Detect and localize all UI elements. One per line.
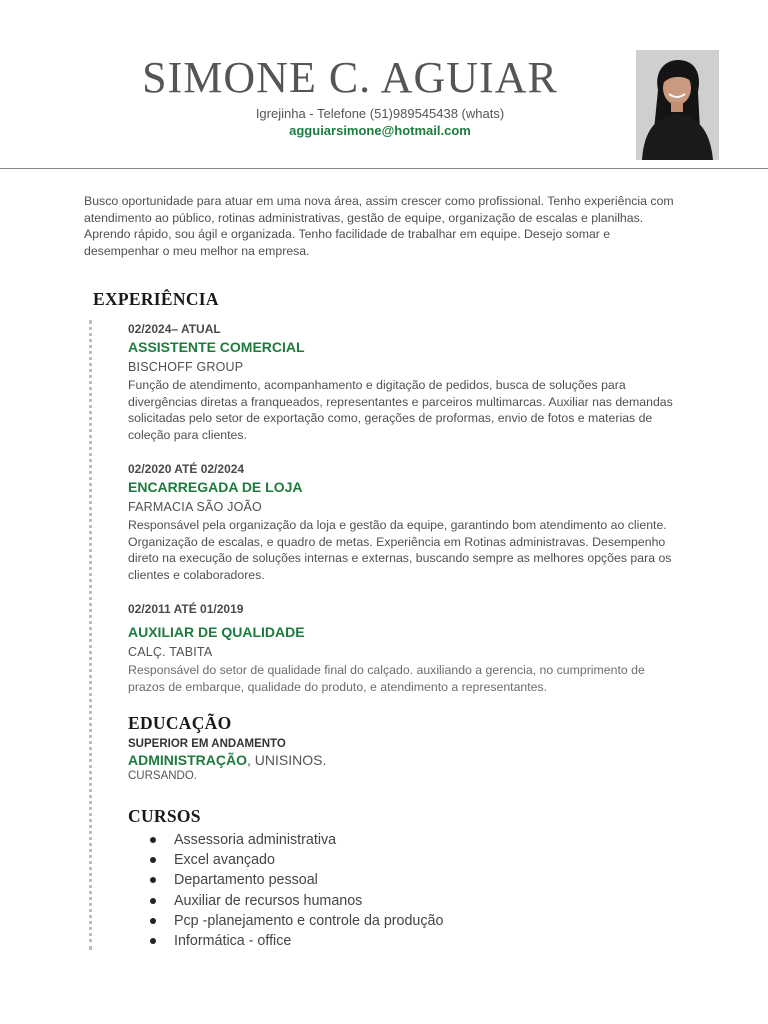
bullet-icon	[150, 857, 156, 863]
job-title: ASSISTENTE COMERCIAL	[128, 339, 305, 355]
professional-summary: Busco oportunidade para atuar em uma nova área, assim crescer como profissional. Tenho experiência com atendimento ao público, rotinas administrativas, gestão de equipe, organização de escalas e planilhas. Aprendo rápido, sou ágil e organizada. Tenho facilidade de trabalhar em equipe. Desejo somar e desempenhar o meu melhor na empresa.	[84, 194, 674, 258]
courses-list	[150, 830, 443, 951]
list-item	[150, 850, 443, 870]
job-company: BISCHOFF GROUP	[128, 360, 244, 374]
course-label: Excel avançado	[174, 852, 275, 869]
education-course-line	[128, 752, 678, 768]
bullet-icon	[150, 898, 156, 904]
header-divider	[0, 168, 768, 169]
job-date: 02/2011 ATÉ 01/2019	[128, 602, 244, 616]
bullet-icon	[150, 938, 156, 944]
course-label: Assessoria administrativa	[174, 832, 337, 848]
list-item	[150, 830, 443, 850]
list-item	[150, 870, 443, 890]
job-title: ENCARREGADA DE LOJA	[128, 479, 303, 495]
job-date: 02/2020 ATÉ 02/2024	[128, 462, 245, 476]
job-date: 02/2024– ATUAL	[128, 322, 221, 336]
contact-line: Igrejinha - Telefone (51)989545438 (whats)	[255, 106, 505, 121]
list-item	[150, 911, 443, 931]
list-item	[150, 931, 443, 951]
job-title: AUXILIAR DE QUALIDADE	[128, 624, 305, 640]
course-label: Pcp -planejamento e controle da produção	[174, 912, 444, 929]
bullet-icon	[150, 837, 156, 843]
course-label: Departamento pessoal	[174, 872, 318, 889]
job-company: FARMACIA SÃO JOÃO	[128, 500, 262, 514]
job-entry	[128, 322, 678, 443]
profile-photo	[636, 50, 719, 160]
job-entry	[128, 462, 678, 583]
job-entry	[128, 602, 678, 695]
bullet-icon	[150, 877, 156, 883]
education-level: SUPERIOR EM ANDAMENTO	[128, 738, 286, 750]
course-label: Informática - office	[174, 933, 292, 950]
education-status: CURSANDO.	[128, 770, 198, 782]
courses-heading: CURSOS	[128, 806, 201, 826]
education-course: ADMINISTRAÇÃO	[128, 752, 247, 768]
job-description: Responsável pela organização da loja e gestão da equipe, garantindo bom atendimento ao cliente. Organização de escalas, e quadro de metas. Experiência em Rotinas administravas. Desempenho direto na execução de soluções internas e externas, buscando sempre as melhores opções para os clientes e colaboradores.	[128, 518, 672, 582]
experience-heading: EXPERIÊNCIA	[93, 289, 219, 309]
profile-photo-portrait	[636, 50, 719, 160]
bullet-icon	[150, 918, 156, 924]
job-company: CALÇ. TABITA	[128, 645, 213, 659]
email-link[interactable]: agguiarsimone@hotmail.com	[289, 123, 471, 138]
job-description: Função de atendimento, acompanhamento e digitação de pedidos, busca de soluções para divergências diretas a franqueados, representantes e parceiros multimarcas. Auxiliar nas demandas solicitadas pelo setor de exportação como, gerações de proformas, envio de fotos e materias de coleção para clientes.	[128, 378, 673, 442]
candidate-name: SIMONE C. AGUIAR	[142, 53, 558, 102]
job-description: Responsável do setor de qualidade final do calçado. auxiliando a gerencia, no cumprimento de prazos de embarque, qualidade do produto, e atendimento a representantes.	[128, 663, 645, 694]
education-entry	[128, 738, 678, 782]
timeline-dotted-line	[89, 320, 92, 950]
course-label: Auxiliar de recursos humanos	[174, 892, 363, 909]
list-item	[150, 891, 443, 911]
education-institution: , UNISINOS.	[247, 752, 327, 768]
education-heading: EDUCAÇÃO	[128, 713, 232, 733]
